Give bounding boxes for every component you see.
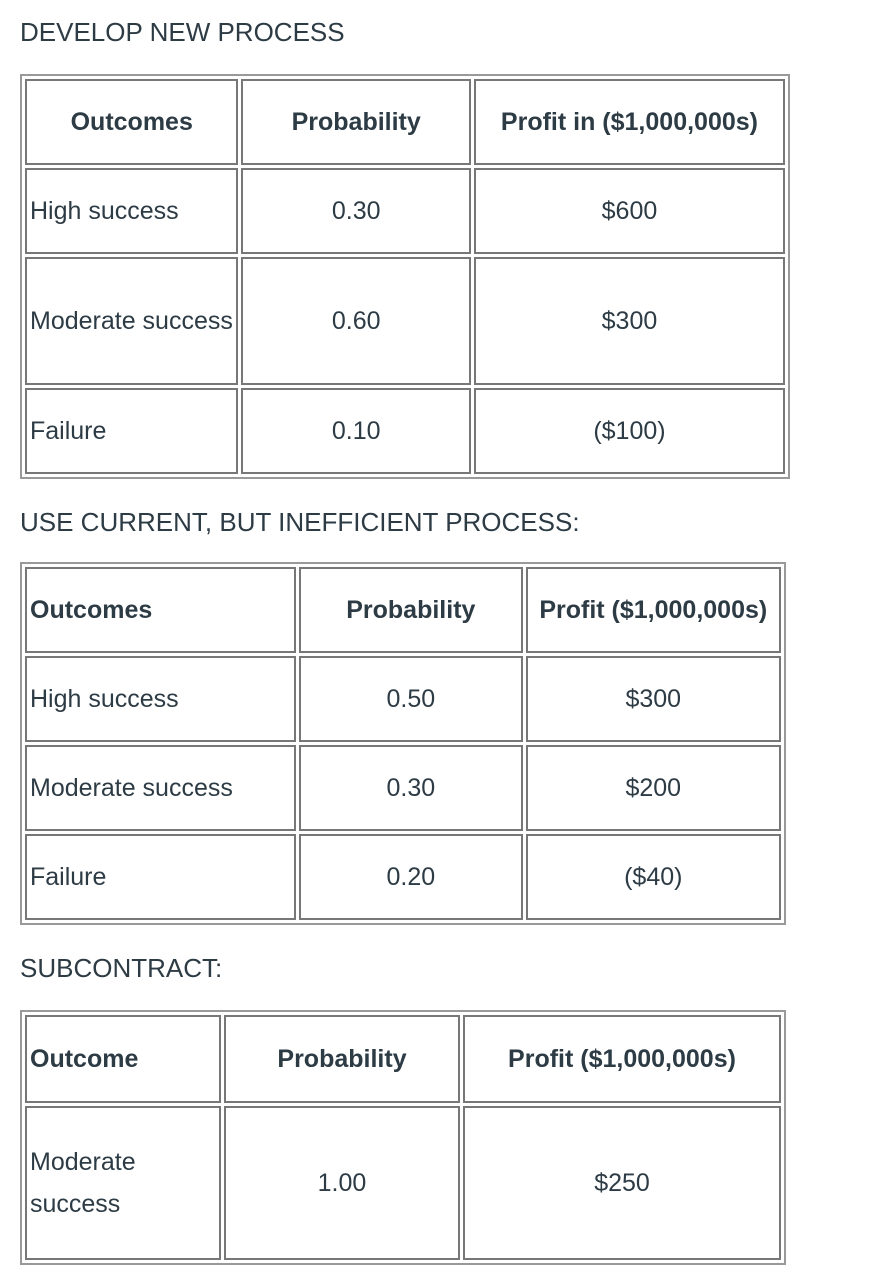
column-header-outcome: Outcome [25,1015,221,1103]
profit-cell: $250 [463,1106,781,1260]
probability-cell: 1.00 [224,1106,460,1260]
section-title-subcontract: SUBCONTRACT: [20,953,223,983]
probability-cell: 0.30 [241,168,470,254]
column-header-outcomes: Outcomes [25,79,238,165]
outcome-cell: Failure [25,388,238,474]
profit-cell: ($40) [526,834,781,920]
table-row [25,1106,781,1260]
column-header-profit: Profit in ($1,000,000s) [474,79,785,165]
outcome-cell: High success [25,168,238,254]
profit-cell: $600 [474,168,785,254]
probability-cell: 0.30 [299,745,522,831]
probability-cell: 0.60 [241,257,470,385]
table-row [25,257,785,385]
outcome-cell: High success [25,656,296,742]
profit-cell: ($100) [474,388,785,474]
profit-cell: $300 [474,257,785,385]
table-row [25,745,781,831]
use-current-process-table [20,562,786,925]
outcome-cell: Failure [25,834,296,920]
section-title-use-current-process: USE CURRENT, BUT INEFFICIENT PROCESS: [20,507,580,537]
table-header-row [25,567,781,653]
develop-new-process-table [20,74,790,479]
profit-cell: $200 [526,745,781,831]
table-row [25,168,785,254]
outcome-cell: Moderate success [25,745,296,831]
column-header-probability: Probability [299,567,522,653]
column-header-profit: Profit ($1,000,000s) [463,1015,781,1103]
section-title-develop-new-process: DEVELOP NEW PROCESS [20,17,345,47]
table-header-row [25,1015,781,1103]
table-row [25,656,781,742]
probability-cell: 0.10 [241,388,470,474]
column-header-profit: Profit ($1,000,000s) [526,567,781,653]
profit-cell: $300 [526,656,781,742]
column-header-probability: Probability [224,1015,460,1103]
table-row [25,834,781,920]
probability-cell: 0.20 [299,834,522,920]
table-row [25,388,785,474]
outcome-cell: Moderate success [25,257,238,385]
column-header-outcomes: Outcomes [25,567,296,653]
outcome-cell: Moderate success [25,1106,221,1260]
probability-cell: 0.50 [299,656,522,742]
table-header-row [25,79,785,165]
subcontract-table [20,1010,786,1265]
column-header-probability: Probability [241,79,470,165]
